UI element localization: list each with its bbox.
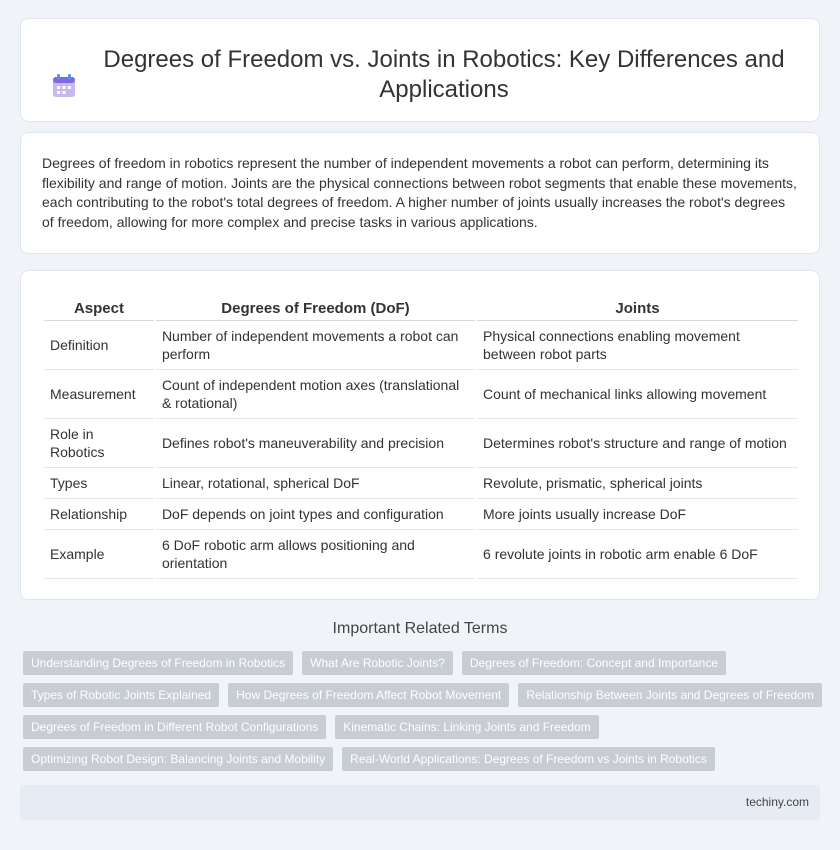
cell-dof: Defines robot's maneuverability and precision (156, 419, 475, 468)
related-term-tag[interactable]: Real-World Applications: Degrees of Freedom vs Joints in Robotics (342, 747, 715, 771)
related-term-tag[interactable]: Degrees of Freedom: Concept and Importance (462, 651, 726, 675)
related-term-tag[interactable]: Degrees of Freedom in Different Robot Configurations (23, 715, 326, 739)
intro-card (20, 132, 820, 254)
cell-dof: Count of independent motion axes (translational & rotational) (156, 370, 475, 419)
related-term-tag[interactable]: Types of Robotic Joints Explained (23, 683, 219, 707)
cell-dof: Number of independent movements a robot can perform (156, 321, 475, 370)
table-row (44, 321, 798, 370)
tag-row (23, 747, 823, 771)
header-aspect: Aspect (44, 295, 154, 321)
comparison-table (42, 295, 800, 579)
cell-joints: Count of mechanical links allowing movement (477, 370, 798, 419)
related-term-tag[interactable]: Relationship Between Joints and Degrees of Freedom (518, 683, 822, 707)
table-header-row (44, 295, 798, 321)
page-title: Degrees of Freedom vs. Joints in Robotics: Key Differences and Applications (103, 46, 785, 103)
cell-dof: DoF depends on joint types and configuration (156, 499, 475, 530)
tag-row (23, 715, 823, 739)
cell-aspect: Role in Robotics (44, 419, 154, 468)
cell-dof: 6 DoF robotic arm allows positioning and orientation (156, 530, 475, 579)
related-terms-list (23, 651, 823, 779)
table-row (44, 499, 798, 530)
table-row (44, 468, 798, 499)
cell-joints: 6 revolute joints in robotic arm enable 6 DoF (477, 530, 798, 579)
cell-joints: Determines robot's structure and range of motion (477, 419, 798, 468)
calendar-icon (51, 73, 77, 99)
related-term-tag[interactable]: How Degrees of Freedom Affect Robot Movement (228, 683, 509, 707)
cell-aspect: Example (44, 530, 154, 579)
footer-site-link[interactable]: techiny.com (745, 795, 809, 809)
intro-paragraph: Degrees of freedom in robotics represent the number of independent movements a robot can perform, determining its flexibility and range of motion. Joints are the physical connections between robot segments that enable these movements, each contributing to the robot's total degrees of freedom. A higher number of joints usually increases the robot's degrees of freedom, allowing for more complex and precise tasks in various applications. (42, 155, 797, 230)
table-row (44, 370, 798, 419)
cell-aspect: Measurement (44, 370, 154, 419)
related-term-tag[interactable]: Kinematic Chains: Linking Joints and Freedom (335, 715, 598, 739)
cell-joints: More joints usually increase DoF (477, 499, 798, 530)
cell-joints: Revolute, prismatic, spherical joints (477, 468, 798, 499)
header-joints: Joints (477, 295, 798, 321)
header-dof: Degrees of Freedom (DoF) (156, 295, 475, 321)
related-term-tag[interactable]: Understanding Degrees of Freedom in Robotics (23, 651, 293, 675)
related-term-tag[interactable]: What Are Robotic Joints? (302, 651, 453, 675)
related-terms-title: Important Related Terms (332, 620, 508, 637)
tag-row (23, 683, 823, 707)
tag-row (23, 651, 823, 675)
footer (20, 785, 820, 820)
cell-dof: Linear, rotational, spherical DoF (156, 468, 475, 499)
cell-aspect: Relationship (44, 499, 154, 530)
table-row (44, 419, 798, 468)
table-row (44, 530, 798, 579)
comparison-card (20, 270, 820, 600)
header-card (20, 18, 820, 122)
cell-aspect: Types (44, 468, 154, 499)
related-term-tag[interactable]: Optimizing Robot Design: Balancing Joints and Mobility (23, 747, 333, 771)
cell-joints: Physical connections enabling movement between robot parts (477, 321, 798, 370)
cell-aspect: Definition (44, 321, 154, 370)
